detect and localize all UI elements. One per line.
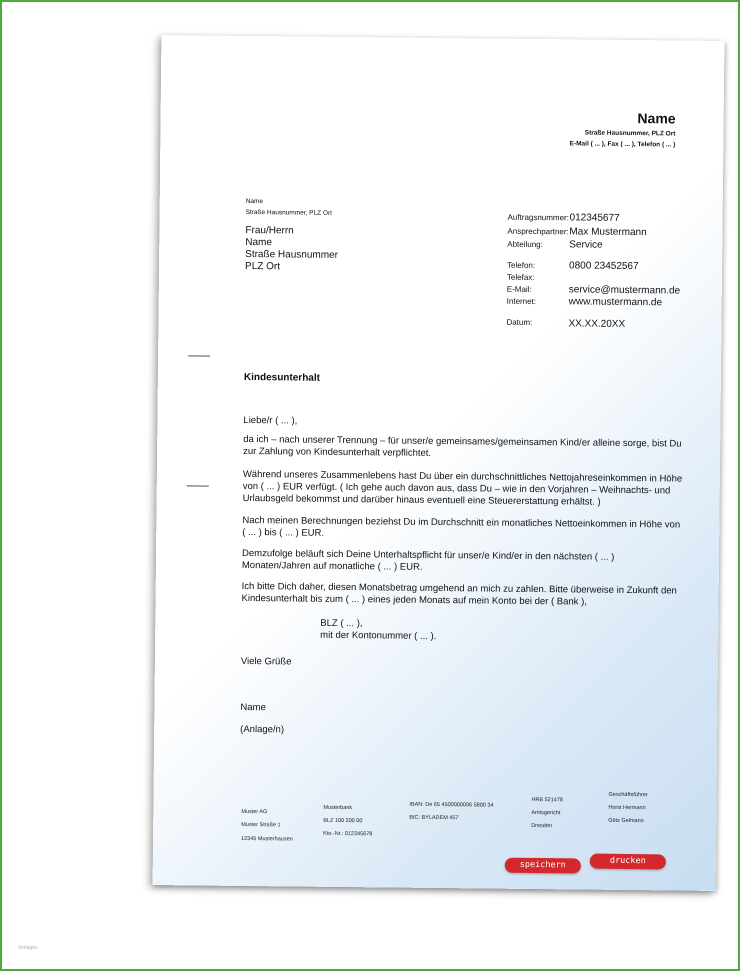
info-label-department: Abteilung: xyxy=(507,239,543,250)
recipient-street: Straße Hausnummer xyxy=(245,248,339,261)
footer-city: 12345 Musterhausen xyxy=(241,835,293,843)
recipient-salutation: Frau/Herrn xyxy=(245,224,294,237)
info-label-email: E-Mail: xyxy=(506,284,532,294)
watermark-credit: Vorlagen xyxy=(18,945,38,951)
footer-street: Muster Straße 1 xyxy=(241,821,281,829)
paragraph-1: da ich – nach unserer Trennung – für unser/e gemeinsames/gemeinsamen Kind/er alleine sorge, bist Du zur Zahlung von Kindesunterhalt verpflichtet. xyxy=(243,433,682,459)
closing: Viele Grüße xyxy=(240,655,292,668)
letter-subject: Kindesunterhalt xyxy=(243,371,321,384)
info-value-contact: Max Mustermann xyxy=(569,226,647,239)
header-name: Name xyxy=(637,110,676,127)
info-value-email: service@mustermann.de xyxy=(568,284,681,297)
footer-company: Muster AG xyxy=(241,808,268,816)
footer-iban: IBAN: De 65 4500000006 5800 34 xyxy=(409,801,494,809)
bank-code: BLZ ( ... ), xyxy=(320,617,363,630)
info-value-order: 012345677 xyxy=(569,212,620,224)
footer-md-label: Geschäftsführer xyxy=(608,791,648,799)
footer-bic: BIC: BYLADEM 457 xyxy=(409,814,459,822)
paragraph-3: Nach meinen Berechnungen beziehst Du im Durchschnitt ein monatliches Nettoeinkommen in Höhe von ( ... ) bis ( ... ) EUR. xyxy=(242,514,681,539)
info-value-phone: 0800 23452567 xyxy=(569,260,639,273)
info-value-date: XX.XX.20XX xyxy=(568,318,626,330)
info-label-phone: Telefon: xyxy=(507,260,536,271)
recipient-city: PLZ Ort xyxy=(244,260,281,273)
paragraph-4: Demzufolge beläuft sich Deine Unterhaltspflicht für unser/e Kind/er in den nächsten ( ... ) Monaten/Jahren auf monatliche ( ... ) EUR. xyxy=(241,547,615,573)
info-label-contact: Ansprechpartner: xyxy=(507,226,569,237)
footer-bank: Musterbank xyxy=(323,804,353,812)
info-value-internet: www.mustermann.de xyxy=(568,296,663,309)
paragraph-2: Während unseres Zusammenlebens hast Du über ein durchschnittliches Nettojahreseinkommen in Höhe von ( ... ) EUR verfügt. ( Ich gehe auch davon aus, dass Du – wie in den Vorjahren – Weihnachts- und Urlaubsgeld bekommst und darüber hinaus eventuell eine Steuererstattung erhältst. ) xyxy=(242,468,683,508)
info-label-date: Datum: xyxy=(506,317,533,327)
sender-name: Name xyxy=(245,197,264,206)
letter-document xyxy=(153,35,725,891)
fold-mark xyxy=(188,355,210,356)
footer-blz: BLZ 100 200 00 xyxy=(323,817,363,825)
info-value-department: Service xyxy=(569,239,603,251)
account-number: mit der Kontonummer ( ... ). xyxy=(320,629,437,642)
print-button[interactable]: drucken xyxy=(590,854,666,870)
save-button[interactable]: speichern xyxy=(505,858,581,874)
sender-address: Straße Hausnummer, PLZ Ort xyxy=(245,208,332,217)
signature-name: Name xyxy=(240,701,266,714)
footer-account: Kto.-Nr.: 012345678 xyxy=(323,830,373,838)
footer-md-2: Götz Gelmann xyxy=(608,817,644,825)
salutation: Liebe/r ( ... ), xyxy=(243,414,298,427)
recipient-name: Name xyxy=(245,236,273,249)
info-label-fax: Telefax: xyxy=(506,272,535,282)
paragraph-5: Ich bitte Dich daher, diesen Monatsbetrag umgehend an mich zu zahlen. Bitte überweise in Zukunft den Kindesunterhalt bis zum ( ... ) eines jeden Monats auf mein Konto bei der ( Bank ), xyxy=(241,580,677,608)
header-address: Straße Hausnummer, PLZ Ort xyxy=(584,129,676,138)
info-label-internet: Internet: xyxy=(506,296,537,307)
footer-court: Amtsgericht xyxy=(531,809,561,817)
info-label-order: Auftragsnummer: xyxy=(507,212,569,223)
footer-court-city: Dresden xyxy=(531,822,553,830)
header-contact: E-Mail ( ... ), Fax ( ... ), Telefon ( ... ) xyxy=(569,140,676,149)
enclosure: (Anlage/n) xyxy=(240,723,285,736)
footer-md-1: Horst Hermann xyxy=(608,804,646,812)
footer-hrb: HRB 521478 xyxy=(531,796,564,804)
punch-mark xyxy=(187,485,209,486)
